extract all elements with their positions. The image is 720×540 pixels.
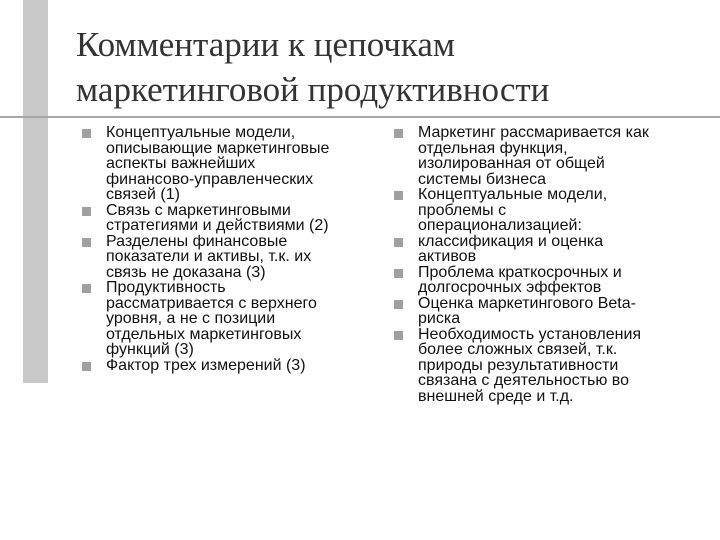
bullet-item [82, 358, 372, 374]
bullet-text-line: связей (1) [106, 186, 180, 203]
bullet-text-line: связь не доказана (3) [106, 263, 266, 281]
square-bullet-icon [82, 284, 91, 293]
square-bullet-icon [82, 129, 91, 138]
bullet-text-line: стратегиями и действиями (2) [106, 217, 329, 234]
bullet-text-line: функций (3) [106, 341, 194, 358]
bullet-text-line: внешней среде и т.д. [418, 387, 574, 405]
bullet-text-line: активов [418, 248, 477, 265]
bullet-text-line: описывающие маркетинговые [106, 139, 330, 157]
bullet-text-line: Оценка маркетингового Beta- [418, 294, 636, 312]
bullet-text-line: Проблема краткосрочных и [418, 263, 622, 281]
bullet-item [394, 125, 694, 187]
bullet-text-line: аспекты важнейших [106, 155, 256, 172]
slide-title [76, 22, 696, 112]
title-divider [0, 116, 720, 118]
bullet-text-line: Концептуальные модели, [418, 186, 608, 203]
bullet-text-line: отдельных маркетинговых [106, 325, 302, 343]
bullet-item [82, 234, 372, 281]
bullet-text-line: рассматривается с верхнего [106, 294, 317, 312]
decorative-side-bar [23, 0, 48, 383]
square-bullet-icon [394, 331, 403, 340]
bullet-item [394, 187, 694, 234]
title-line: Комментарии к цепочкам [76, 25, 456, 64]
bullet-text-line: Разделены финансовые [106, 232, 288, 250]
bullet-text-line: проблемы с [418, 201, 507, 219]
square-bullet-icon [394, 269, 403, 278]
bullet-item [394, 234, 694, 265]
bullet-item [394, 327, 694, 405]
bullet-text-line: изолированная от общей [418, 155, 605, 172]
bullet-text-line: Продуктивность [106, 279, 226, 296]
square-bullet-icon [82, 207, 91, 216]
bullet-text-line: показатели и активы, т.к. их [106, 248, 312, 265]
bullet-text-line: более сложных связей, т.к. [418, 341, 618, 358]
bullet-text-line: Маркетинг рассмаривается как [418, 124, 649, 141]
left-bullet-list [82, 125, 372, 373]
bullet-text-line: Необходимость установления [418, 325, 642, 343]
bullet-text-line: Концептуальные модели, [106, 124, 296, 141]
bullet-item [82, 280, 372, 358]
bullet-text-line: Связь с маркетинговыми [106, 201, 291, 219]
bullet-item [394, 296, 694, 327]
square-bullet-icon [82, 238, 91, 247]
square-bullet-icon [394, 129, 403, 138]
bullet-text-line: уровня, а не с позиции [106, 310, 276, 327]
right-bullet-list [394, 125, 694, 404]
bullet-text-line: операционализацией: [418, 217, 582, 234]
square-bullet-icon [394, 300, 403, 309]
bullet-text-line: связана с деятельностью во [418, 372, 629, 389]
bullet-text-line: классификация и оценка [418, 232, 604, 250]
bullet-text-line: долгосрочных эффектов [418, 279, 602, 296]
bullet-text-line: риска [418, 310, 461, 327]
bullet-item [82, 125, 372, 203]
title-line: маркетинговой продуктивности [76, 70, 550, 109]
bullet-text-line: системы бизнеса [418, 170, 546, 188]
bullet-text-line: природы результативности [418, 356, 619, 374]
square-bullet-icon [82, 362, 91, 371]
bullet-text-line: финансово-управленческих [106, 170, 314, 188]
square-bullet-icon [394, 191, 403, 200]
square-bullet-icon [394, 238, 403, 247]
bullet-item [82, 203, 372, 234]
bullet-text-line: отдельная функция, [418, 139, 568, 157]
bullet-item [394, 265, 694, 296]
bullet-text-line: Фактор трех измерений (3) [106, 356, 306, 374]
